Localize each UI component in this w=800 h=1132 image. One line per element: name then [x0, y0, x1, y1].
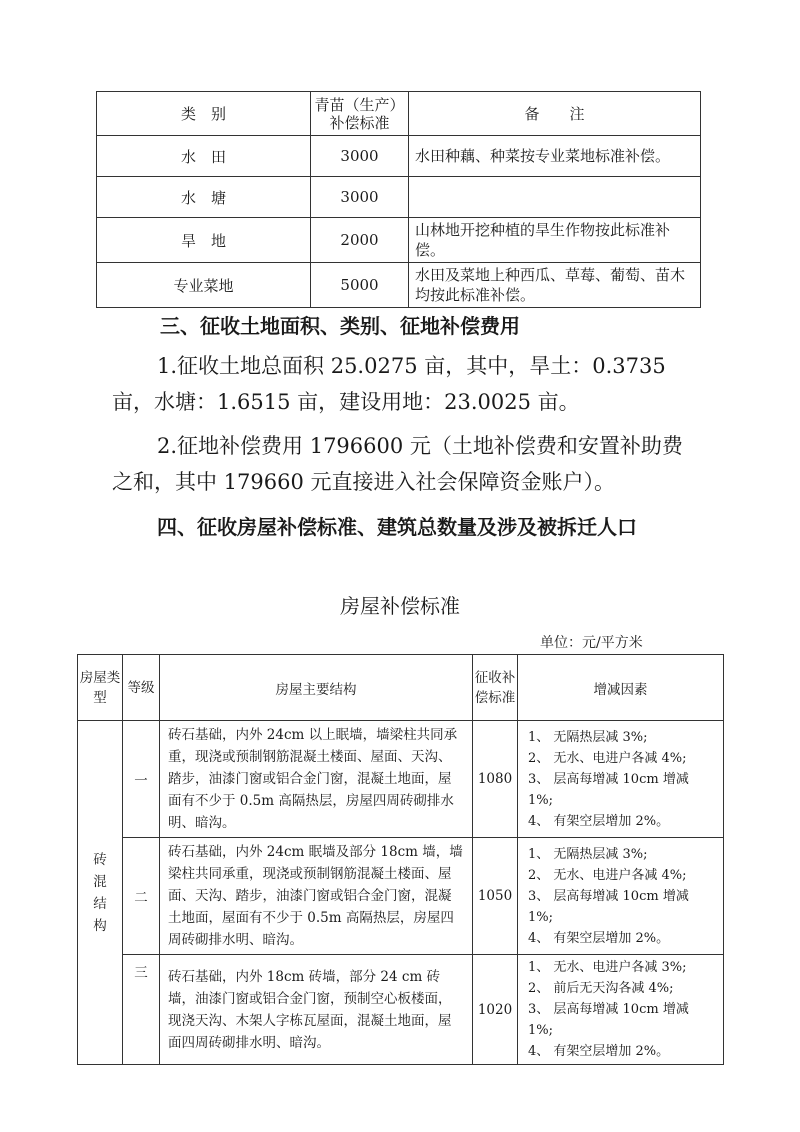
house-type-cell: 砖 混 结 构 [78, 721, 123, 1065]
grade-cell: 二 [123, 838, 160, 955]
header-structure: 房屋主要结构 [160, 655, 473, 721]
row-category: 旱 地 [97, 218, 311, 263]
factors-cell [518, 955, 724, 1065]
table-row [97, 263, 701, 308]
header-grade: 等级 [123, 655, 160, 721]
factor-item: 1、 无水、电进户各减 3%; [528, 960, 687, 975]
section3-heading: 三、征收土地面积、类别、征地补偿费用 [160, 314, 520, 338]
factor-item: 3、 层高每增减 10cm 增减 1%; [528, 888, 689, 925]
header-standard: 征收补偿标准 [473, 655, 518, 721]
row-note: 水田及菜地上种西瓜、草莓、葡萄、苗木均按此标准补偿。 [409, 263, 701, 308]
header-factors: 增减因素 [518, 655, 724, 721]
row-category: 水 塘 [97, 177, 311, 218]
factor-item: 2、 前后无天沟各减 4%; [528, 981, 674, 996]
table-row [97, 218, 701, 263]
factor-item: 2、 无水、电进户各减 4%; [528, 867, 687, 883]
factor-item: 1、 无隔热层减 3%; [528, 846, 648, 862]
standard-cell: 1050 [473, 838, 518, 955]
factor-item: 3、 层高每增减 10cm 增减 1%; [528, 771, 689, 808]
house-table-title: 房屋补偿标准 [340, 594, 460, 618]
factor-item: 4、 有架空层增加 2%。 [528, 1044, 670, 1059]
crop-compensation-table [96, 91, 701, 308]
header-house-type: 房屋类型 [78, 655, 123, 721]
table-row [78, 838, 724, 955]
table-row [78, 721, 724, 838]
table-row [97, 136, 701, 177]
factors-cell [518, 838, 724, 955]
header-standard [311, 92, 409, 136]
header-category: 类 别 [97, 92, 311, 136]
section4-heading: 四、征收房屋补偿标准、建筑总数量及涉及被拆迁人口 [157, 515, 637, 539]
table-row [78, 955, 724, 1065]
table-row [97, 177, 701, 218]
row-standard: 2000 [311, 218, 409, 263]
row-note: 水田种藕、种菜按专业菜地标准补偿。 [409, 136, 701, 177]
row-category: 专业菜地 [97, 263, 311, 308]
section3-paragraph-1: 1.征收土地总面积 25.0275 亩，其中，旱土：0.3735 亩，水塘：1.6515 亩，建设用地：23.0025 亩。 [112, 354, 666, 414]
row-note: 山林地开挖种植的旱生作物按此标准补偿。 [409, 218, 701, 263]
factors-cell [518, 721, 724, 838]
row-standard: 3000 [311, 177, 409, 218]
table-header-row [97, 92, 701, 136]
header-standard-line1: 青苗（生产） [314, 95, 405, 114]
structure-cell: 砖石基础，内外 24cm 眠墙及部分 18cm 墙，墙梁柱共同承重，现浇或预制钢筋混凝土楼面、屋面、天沟、踏步，油漆门窗或铝合金门窗，混凝土地面，屋面有不少于 0.5m 高隔热层，房屋四周砖砌排水明、暗沟。 [160, 838, 473, 955]
structure-cell: 砖石基础，内外 24cm 以上眠墙，墙梁柱共同承重，现浇或预制钢筋混凝土楼面、屋面、天沟、踏步，油漆门窗或铝合金门窗，混凝土地面，屋面有不少于 0.5m 高隔热层，房屋四周砖砌排水明、暗沟。 [160, 721, 473, 838]
grade-cell: 一 [123, 721, 160, 838]
structure-cell: 砖石基础，内外 18cm 砖墙，部分 24 cm 砖墙，油漆门窗或铝合金门窗，预制空心板楼面，现浇天沟、木架人字栋瓦屋面，混凝土地面，屋面四周砖砌排水明、暗沟。 [160, 955, 473, 1065]
house-compensation-table [77, 654, 724, 1065]
standard-cell: 1020 [473, 955, 518, 1065]
factor-item: 4、 有架空层增加 2%。 [528, 930, 670, 946]
header-note: 备 注 [409, 92, 701, 136]
factor-item: 1、 无隔热层减 3%; [528, 729, 648, 745]
header-standard-line2: 补偿标准 [329, 113, 390, 132]
factor-item: 2、 无水、电进户各减 4%; [528, 750, 687, 766]
factor-item: 4、 有架空层增加 2%。 [528, 813, 670, 829]
row-standard: 5000 [311, 263, 409, 308]
table-header-row [78, 655, 724, 721]
factor-item: 3、 层高每增减 10cm 增减 1%; [528, 1002, 689, 1038]
grade-cell: 三 [123, 955, 160, 1065]
row-note [409, 177, 701, 218]
unit-label: 单位：元/平方米 [540, 635, 643, 651]
standard-cell: 1080 [473, 721, 518, 838]
row-standard: 3000 [311, 136, 409, 177]
section3-paragraph-2: 2.征地补偿费用 1796600 元（土地补偿费和安置补助费之和，其中 179660 元直接进入社会保障资金账户）。 [112, 434, 683, 494]
row-category: 水 田 [97, 136, 311, 177]
